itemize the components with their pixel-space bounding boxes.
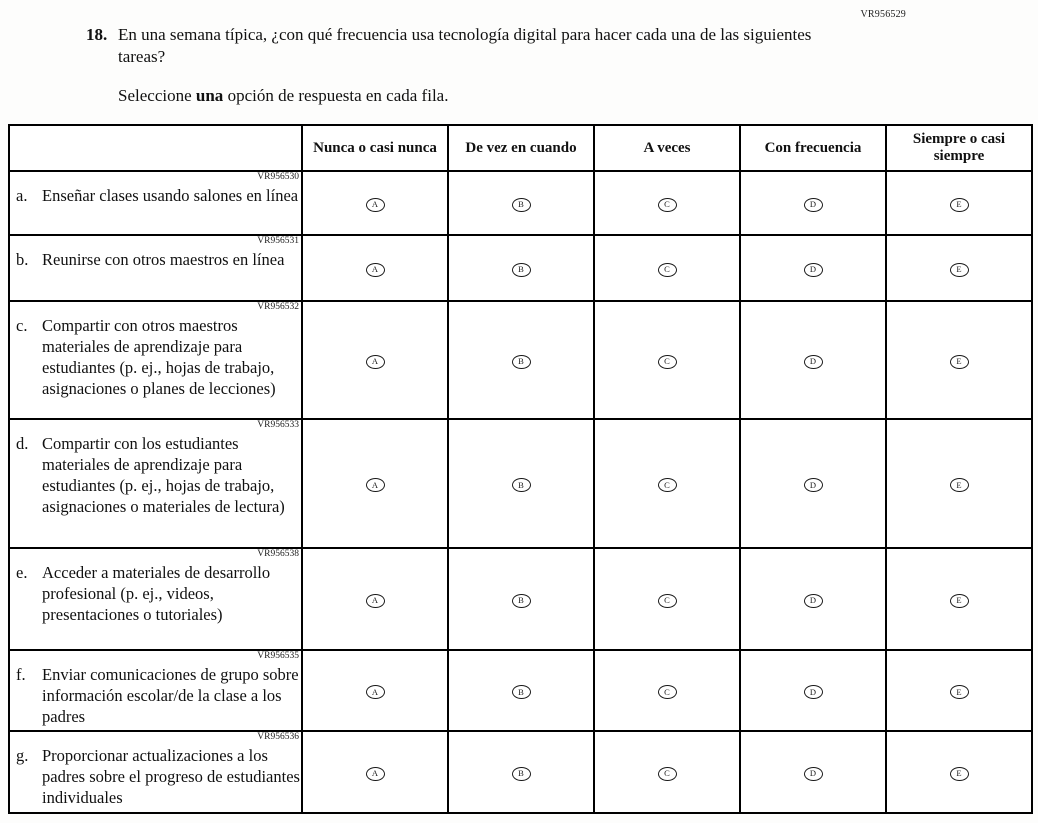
row-letter: f. — [16, 664, 26, 684]
option-cell-b-D — [740, 235, 886, 301]
task-item — [10, 664, 301, 727]
option-bubble-e-C[interactable]: C — [658, 594, 677, 608]
option-bubble-f-A[interactable]: A — [366, 685, 385, 699]
page-code: VR956529 — [860, 9, 906, 20]
option-cell-f-D — [740, 650, 886, 731]
option-cell-a-C — [594, 171, 740, 235]
option-bubble-c-A[interactable]: A — [366, 355, 385, 369]
question-number: 18. — [86, 25, 108, 44]
row-code: VR956535 — [257, 651, 299, 662]
table-row-e — [9, 548, 1032, 650]
option-bubble-f-B[interactable]: B — [512, 685, 531, 699]
task-cell — [9, 419, 302, 548]
option-bubble-d-C[interactable]: C — [658, 478, 677, 492]
option-bubble-c-B[interactable]: B — [512, 355, 531, 369]
row-letter: g. — [16, 745, 29, 765]
row-letter: b. — [16, 249, 29, 269]
table-row-d — [9, 419, 1032, 548]
option-cell-a-E — [886, 171, 1032, 235]
row-code: VR956538 — [257, 549, 299, 560]
column-header-siempre: Siempre o casi siempre — [886, 125, 1032, 171]
option-bubble-g-C[interactable]: C — [658, 767, 677, 781]
option-cell-g-B — [448, 731, 594, 813]
row-letter: d. — [16, 433, 29, 453]
row-task-text: Proporcionar actualizaciones a los padres sobre el progreso de estudiantes individuales — [42, 745, 300, 807]
option-bubble-b-A[interactable]: A — [366, 263, 385, 277]
task-cell — [9, 548, 302, 650]
option-bubble-f-C[interactable]: C — [658, 685, 677, 699]
task-cell — [9, 235, 302, 301]
question-body — [118, 24, 823, 107]
option-cell-g-D — [740, 731, 886, 813]
option-bubble-f-E[interactable]: E — [950, 685, 969, 699]
task-cell — [9, 731, 302, 813]
row-task-text: Compartir con los estudiantes materiales de aprendizaje para estudiantes (p. ej., hojas de trabajo, asignaciones o materiales de lectura) — [42, 433, 285, 516]
option-cell-c-C — [594, 301, 740, 419]
task-cell — [9, 650, 302, 731]
row-code: VR956533 — [257, 420, 299, 431]
task-item — [10, 562, 301, 625]
option-cell-d-E — [886, 419, 1032, 548]
table-row-f — [9, 650, 1032, 731]
option-bubble-d-B[interactable]: B — [512, 478, 531, 492]
row-task-text: Reunirse con otros maestros en línea — [42, 249, 285, 269]
option-bubble-d-E[interactable]: E — [950, 478, 969, 492]
table-row-b — [9, 235, 1032, 301]
option-bubble-b-B[interactable]: B — [512, 263, 531, 277]
option-bubble-b-D[interactable]: D — [804, 263, 823, 277]
task-item — [10, 745, 301, 808]
table-row-c — [9, 301, 1032, 419]
task-item — [10, 185, 301, 206]
option-cell-b-B — [448, 235, 594, 301]
table-row-g — [9, 731, 1032, 813]
row-letter: e. — [16, 562, 28, 582]
option-bubble-a-D[interactable]: D — [804, 198, 823, 212]
task-cell — [9, 171, 302, 235]
column-header-a-veces: A veces — [594, 125, 740, 171]
option-bubble-b-E[interactable]: E — [950, 263, 969, 277]
option-cell-d-B — [448, 419, 594, 548]
option-bubble-c-E[interactable]: E — [950, 355, 969, 369]
option-bubble-a-C[interactable]: C — [658, 198, 677, 212]
option-bubble-e-B[interactable]: B — [512, 594, 531, 608]
instruction-suffix: opción de respuesta en cada fila. — [223, 86, 449, 106]
option-cell-e-C — [594, 548, 740, 650]
row-task-text: Acceder a materiales de desarrollo profesional (p. ej., videos, presentaciones o tutoriales) — [42, 562, 271, 624]
option-bubble-a-E[interactable]: E — [950, 198, 969, 212]
option-cell-a-A — [302, 171, 448, 235]
option-cell-b-E — [886, 235, 1032, 301]
option-cell-e-E — [886, 548, 1032, 650]
option-bubble-c-C[interactable]: C — [658, 355, 677, 369]
option-cell-c-E — [886, 301, 1032, 419]
option-cell-g-A — [302, 731, 448, 813]
response-grid — [8, 124, 1033, 814]
task-item — [10, 315, 301, 399]
option-cell-e-D — [740, 548, 886, 650]
option-bubble-g-A[interactable]: A — [366, 767, 385, 781]
option-bubble-g-D[interactable]: D — [804, 767, 823, 781]
option-cell-f-C — [594, 650, 740, 731]
header-empty-cell — [9, 125, 302, 171]
task-cell — [9, 301, 302, 419]
question-block — [86, 24, 1038, 107]
row-task-text: Enseñar clases usando salones en línea — [42, 185, 299, 205]
option-bubble-e-E[interactable]: E — [950, 594, 969, 608]
option-cell-e-B — [448, 548, 594, 650]
option-cell-g-C — [594, 731, 740, 813]
option-bubble-f-D[interactable]: D — [804, 685, 823, 699]
option-cell-b-C — [594, 235, 740, 301]
instruction-prefix: Seleccione — [118, 86, 196, 106]
column-header-con-frecuencia: Con frecuencia — [740, 125, 886, 171]
row-task-text: Compartir con otros maestros materiales de aprendizaje para estudiantes (p. ej., hojas de trabajo, asignaciones o planes de lecciones) — [42, 315, 276, 398]
row-task-text: Enviar comunicaciones de grupo sobre información escolar/de la clase a los padres — [42, 664, 299, 726]
task-item — [10, 433, 301, 517]
option-cell-d-D — [740, 419, 886, 548]
option-bubble-g-E[interactable]: E — [950, 767, 969, 781]
row-letter: a. — [16, 185, 28, 205]
option-cell-d-C — [594, 419, 740, 548]
option-cell-g-E — [886, 731, 1032, 813]
option-cell-f-E — [886, 650, 1032, 731]
instruction-bold-word: una — [195, 86, 224, 106]
option-cell-f-A — [302, 650, 448, 731]
row-code: VR956532 — [257, 302, 299, 313]
option-cell-f-B — [448, 650, 594, 731]
option-bubble-e-D[interactable]: D — [804, 594, 823, 608]
question-instruction — [118, 85, 823, 107]
option-cell-d-A — [302, 419, 448, 548]
question-text: En una semana típica, ¿con qué frecuencia usa tecnología digital para hacer cada una de las siguientes tareas? — [118, 25, 812, 67]
column-header-nunca: Nunca o casi nunca — [302, 125, 448, 171]
option-cell-a-B — [448, 171, 594, 235]
option-bubble-a-B[interactable]: B — [512, 198, 531, 212]
header-row — [9, 125, 1032, 171]
column-header-de-vez-en-cuando: De vez en cuando — [448, 125, 594, 171]
option-bubble-b-C[interactable]: C — [658, 263, 677, 277]
row-code: VR956531 — [257, 236, 299, 247]
option-bubble-d-D[interactable]: D — [804, 478, 823, 492]
row-code: VR956536 — [257, 732, 299, 743]
option-cell-b-A — [302, 235, 448, 301]
option-cell-c-D — [740, 301, 886, 419]
table-row-a — [9, 171, 1032, 235]
option-cell-c-B — [448, 301, 594, 419]
option-cell-e-A — [302, 548, 448, 650]
option-bubble-a-A[interactable]: A — [366, 198, 385, 212]
row-code: VR956530 — [257, 172, 299, 183]
option-cell-c-A — [302, 301, 448, 419]
option-bubble-g-B[interactable]: B — [512, 767, 531, 781]
row-letter: c. — [16, 315, 28, 335]
option-bubble-c-D[interactable]: D — [804, 355, 823, 369]
option-bubble-d-A[interactable]: A — [366, 478, 385, 492]
option-bubble-e-A[interactable]: A — [366, 594, 385, 608]
option-cell-a-D — [740, 171, 886, 235]
task-item — [10, 249, 301, 270]
